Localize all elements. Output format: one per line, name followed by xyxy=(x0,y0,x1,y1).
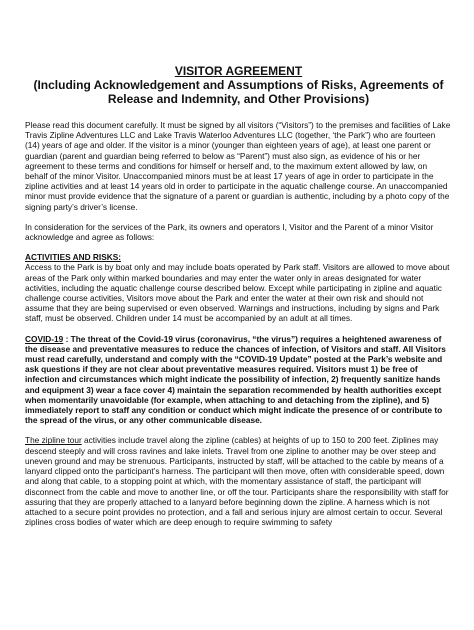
document-title xyxy=(25,64,452,106)
covid-body: : The threat of the Covid-19 virus (coronavirus, “the virus”) requires a heightened awareness of the disease and preventative measures to reduce the chances of infection, of Visitors and staff. All Visitors must read carefully, understand and comply with the “COVID-19 Update” posted at the Park’s website and ask questions if they are not clear about preventative measures required. Visitors must 1) be free of infection and circumstances which might indicate the possibility of infection, 2) frequently sanitize hands and equipment 3) wear a face cover 4) maintain the separation recommended by health authorities except when momentarily unavoidable (for example, when attaching to and detaching from the zipline), and 5) immediately report to staff any condition or conduct which might indicate the presence of or contribute to the spread of the virus, or any other communicable disease. xyxy=(25,333,446,426)
title-subtitle: (Including Acknowledgement and Assumptions of Risks, Agreements of Release and Indemnity, and Other Provisions) xyxy=(33,78,444,106)
zipline-section xyxy=(25,435,452,528)
activities-body: Access to the Park is by boat only and may include boats operated by Park staff. Visitors are allowed to move about areas of the Park only within marked boundaries and may enter the water only in areas designated for water activities, including the aquatic challenge course described below. Except while participating in zipline and aquatic challenge course activities, Visitors move about the Park and enter the water at their own risk and should not assume that they are being supervised or even observed. Warnings and instructions, including by signs and Park staff, must be observed. Children under 14 must be accompanied by an adult at all times. xyxy=(25,262,450,324)
consideration-paragraph: In consideration for the services of the Park, its owners and operators I, Visitor and the Parent of a minor Visitor acknowledge and agree as follows: xyxy=(25,221,434,243)
zipline-heading: The zipline tour xyxy=(25,435,82,446)
zipline-body: activities include travel along the zipline (cables) at heights of up to 150 to 200 feet. Ziplines may descend steeply and will cross ravines and lake inlets. Travel from one zipline to another may be over steep and uneven ground and may be strenuous. Participants, instructed by staff, will be attached to the cable by means of a lanyard clipped onto the participant’s harness. The participant will then move, often with considerable speed, down and along that cable, to a stopping point at which, with the momentary assistance of staff, the participant will disconnect from the cable and move to another line, or off the tour. Participants share the responsibility with staff for assuring that they are properly attached to a lanyard before beginning down the zipline. A harness which is not attached to a secure point provides no protection, and a fall and serious injury are almost certain to occur. Several ziplines cross bodies of water which are deep enough to require swimming to safety xyxy=(25,435,449,528)
intro-paragraph: Please read this document carefully. It must be signed by all visitors (“Visitors”) to the premises and facilities of Lake Travis Zipline Adventures LLC and Lake Travis Waterloo Adventures LLC (together, ‘the Park”) who are fourteen (14) years of age and older. If the visitor is a minor (younger than eighteen years of age), at least one parent or guardian (parent and guardian being referred to below as “Parent”) must also sign, as evidence of his or her agreement to these terms and conditions for himself or herself and, to the maximum extent allowed by law, on behalf of the minor Visitor. Unaccompanied minors must be at least 17 years of age in order to participate in the zipline activities and at least 14 years old in order to participate in the aquatic challenge course. An unaccompanied minor must provide evidence that the signature of a parent or guardian is authentic, including by a photo copy of the signing party’s driver’s license. xyxy=(25,120,451,212)
activities-section xyxy=(25,252,452,323)
covid-heading: COVID-19 xyxy=(25,333,64,344)
title-main: VISITOR AGREEMENT xyxy=(174,64,303,78)
activities-heading: ACTIVITIES AND RISKS: xyxy=(25,252,122,263)
covid-section xyxy=(25,334,452,426)
